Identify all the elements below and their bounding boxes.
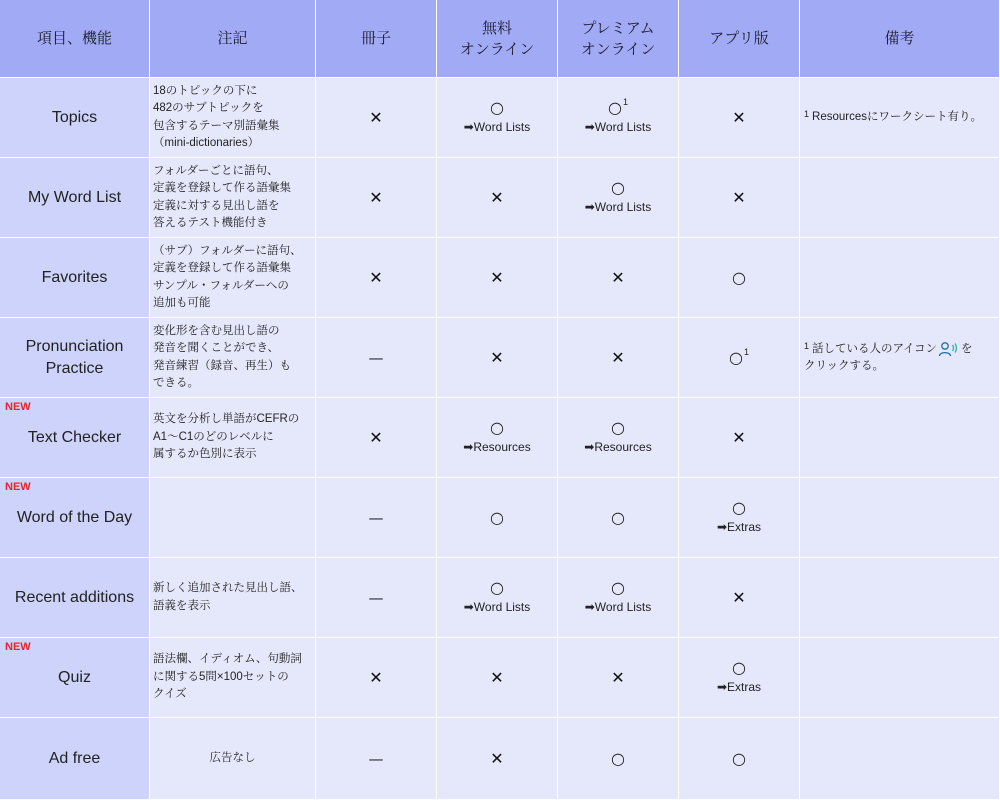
remark-text [804,341,973,375]
feature-cell [0,158,150,238]
remark-text [804,109,982,126]
feature-cell [0,638,150,718]
remark-text-after-icon: を [961,342,973,355]
free-online-cell [437,478,558,558]
note-line: 定義を登録して作る語彙集 [153,262,291,274]
new-badge: NEW [5,481,31,493]
note-line: サンプル・フォルダーへの [153,279,289,292]
available-mark: ○ [490,98,504,117]
header-label: アプリ版 [709,30,769,47]
note-text [153,323,291,393]
header-label: 備考 [884,30,915,47]
remark-cell [800,638,1000,718]
header-label: 冊子 [360,30,391,47]
unavailable-mark: ✕ [490,748,504,768]
location-label: ➡Word Lists [584,200,652,214]
free-online-cell [437,238,558,318]
note-text [153,580,303,615]
booklet-cell [316,158,437,238]
free-online-cell [437,318,558,398]
unavailable-mark: ✕ [369,667,383,687]
booklet-cell [316,78,437,158]
app-cell [679,318,800,398]
header-app [679,0,800,78]
booklet-cell [316,718,437,800]
unavailable-mark: ✕ [490,347,504,367]
note-cell [150,718,316,800]
app-cell [679,718,800,800]
location-label: ➡Extras [716,680,762,694]
app-cell [679,238,800,318]
remark-cell [800,558,1000,638]
unavailable-mark: ✕ [490,187,504,207]
premium-online-cell [558,638,679,718]
available-mark: ○ [732,658,746,677]
header-label: 項目、機能 [36,30,112,47]
note-line: 新しく追加された見出し語、 [153,582,303,594]
free-online-cell [437,78,558,158]
location-label: ➡Resources [463,440,531,454]
unavailable-mark: ✕ [369,427,383,447]
header-label: オンライン [459,40,535,58]
note-line: フォルダーごとに語句、 [153,164,279,177]
booklet-cell [316,238,437,318]
available-mark: ○ [732,498,746,517]
not-applicable-mark: — [368,749,384,768]
footnote-marker: 1 [743,346,749,357]
note-cell [150,78,316,158]
unavailable-mark: ✕ [490,667,504,687]
new-badge: NEW [5,401,31,413]
app-cell [679,558,800,638]
header-booklet [316,0,437,78]
feature-name: Word of the Day [16,508,133,526]
note-text [153,651,302,704]
unavailable-mark: ✕ [732,587,746,607]
note-cell [150,238,316,318]
premium-online-cell [558,718,679,800]
header-note [150,0,316,78]
free-online-cell [437,638,558,718]
note-cell [150,398,316,478]
location-label: ➡Resources [584,440,652,454]
note-cell [150,318,316,398]
not-applicable-mark: — [368,508,384,527]
remark-cell [800,718,1000,800]
feature-cell [0,318,150,398]
note-cell [150,638,316,718]
premium-online-cell [558,558,679,638]
note-text [153,163,291,233]
unavailable-mark: ✕ [611,347,625,367]
available-mark: ○ [611,178,625,197]
booklet-cell [316,398,437,478]
note-line: （サブ）フォルダーに語句、 [153,244,302,257]
note-line: 語法欄、イディオム、句動詞 [153,653,302,666]
note-line: 広告なし [209,751,256,764]
free-online-cell [437,558,558,638]
feature-cell [0,398,150,478]
unavailable-mark: ✕ [369,187,383,207]
header-label: オンライン [580,40,656,58]
premium-online-cell [558,478,679,558]
booklet-cell [316,558,437,638]
new-badge: NEW [5,641,31,653]
remark-cell [800,158,1000,238]
feature-name: Favorites [41,268,108,286]
note-line: に関する5問×100セットの [153,670,289,683]
note-line: できる。 [153,377,199,389]
feature-cell [0,78,150,158]
note-line: 語義を表示 [153,599,211,612]
note-line: 定義を登録して作る語彙集 [153,182,291,194]
feature-cell [0,718,150,800]
header-label: プレミアム [581,19,655,37]
header-feature [0,0,150,78]
free-online-cell [437,158,558,238]
footnote-marker: 1 [804,109,810,119]
note-line: 属するか色別に表示 [153,448,257,461]
booklet-cell [316,478,437,558]
note-text [153,411,299,464]
location-label: ➡Word Lists [463,120,531,134]
premium-online-cell [558,158,679,238]
feature-name: My Word List [27,188,122,206]
unavailable-mark: ✕ [369,267,383,287]
note-line: 482のサブトピックを [153,102,264,114]
free-online-cell [437,718,558,800]
feature-cell [0,558,150,638]
feature-name: Quiz [58,668,91,686]
location-label: ➡Word Lists [584,120,652,134]
note-line: クイズ [153,688,187,701]
note-line: 英文を分析し単語がCEFRの [153,413,300,426]
unavailable-mark: ✕ [732,107,746,127]
free-online-cell [437,398,558,478]
available-mark: ○ [490,418,504,437]
unavailable-mark: ✕ [490,267,504,287]
note-line: A1〜C1のどのレベルに [153,430,274,443]
booklet-cell [316,638,437,718]
note-text [153,83,280,153]
note-line: 発音を聞くことができ、 [153,342,280,354]
feature-name: Topics [51,108,98,126]
app-cell [679,398,800,478]
feature-name: Text Checker [27,428,122,446]
footnote-marker: 1 [622,97,628,107]
unavailable-mark: ✕ [611,267,625,287]
note-line: 答えるテスト機能付き [153,217,268,229]
available-mark: ○ [490,507,504,527]
feature-name: Pronunciation Practice [25,337,124,377]
app-cell [679,158,800,238]
note-line: 定義に対する見出し語を [153,199,280,212]
header-premium-online [558,0,679,78]
available-mark: ○ [490,578,504,597]
remark-cell [800,238,1000,318]
header-remarks [800,0,1000,78]
footnote-marker: 1 [804,340,810,351]
unavailable-mark: ✕ [732,187,746,207]
not-applicable-mark: — [368,348,384,367]
note-cell [150,158,316,238]
available-mark: ○ [611,507,625,527]
location-label: ➡Word Lists [584,600,652,614]
remark-line: Resourcesにワークシート有り。 [812,111,982,123]
header-free-online [437,0,558,78]
available-mark: ○ [729,347,743,367]
unavailable-mark: ✕ [732,427,746,447]
premium-online-cell [558,318,679,398]
unavailable-mark: ✕ [369,107,383,127]
note-line: （mini-dictionaries） [153,137,260,149]
premium-online-cell [558,78,679,158]
booklet-cell [316,318,437,398]
feature-name: Ad free [48,749,101,767]
available-mark: ○ [732,267,746,287]
note-line: 18のトピックの下に [153,84,258,97]
remark-text-before-icon: 話している人のアイコン [812,342,938,355]
remark-cell [800,78,1000,158]
premium-online-cell [558,398,679,478]
app-cell [679,638,800,718]
note-line: 包含するテーマ別語彙集 [153,119,280,132]
feature-cell [0,238,150,318]
available-mark: ○ [611,418,625,437]
note-cell [150,558,316,638]
note-line: 変化形を含む見出し語の [153,324,280,337]
remark-cell [800,478,1000,558]
speaker-person-icon [938,341,960,357]
available-mark: ○ [611,748,625,768]
remark-cell [800,318,1000,398]
not-applicable-mark: — [368,588,384,607]
note-text [153,243,302,313]
app-cell [679,78,800,158]
remark-line: クリックする。 [804,359,885,372]
unavailable-mark: ✕ [611,667,625,687]
header-label: 無料 [481,19,512,37]
header-label: 注記 [217,30,248,47]
available-mark: ○ [732,748,746,768]
note-cell [150,478,316,558]
feature-cell [0,478,150,558]
premium-online-cell [558,238,679,318]
available-mark: ○ [611,578,625,597]
note-line: 発音練習（録音、再生）も [153,359,291,372]
location-label: ➡Extras [716,520,762,534]
app-cell [679,478,800,558]
feature-name: Recent additions [14,588,135,606]
remark-cell [800,398,1000,478]
available-mark: ○ [608,98,622,117]
location-label: ➡Word Lists [463,600,531,614]
note-text [210,750,256,768]
note-line: 追加も可能 [153,297,211,309]
